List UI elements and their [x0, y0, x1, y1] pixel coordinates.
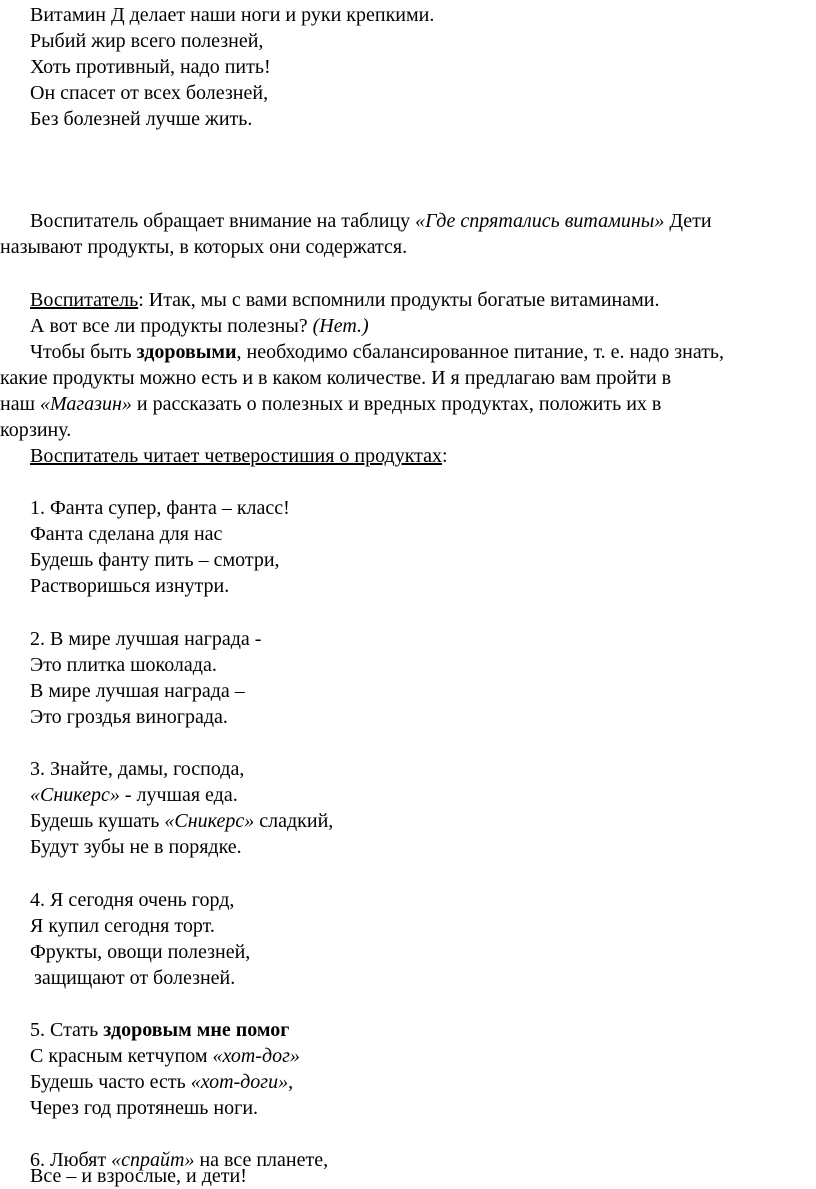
table-title-quote: «Где спрятались витамины»: [415, 210, 665, 232]
verse-6-line-2: Все – и взрослые, и дети!: [30, 1165, 247, 1187]
paragraph-table-text-end: Дети: [664, 210, 712, 232]
verse-5-line-3-a: Будешь часто есть: [30, 1071, 191, 1093]
paragraph-teacher-line-2: [30, 313, 369, 339]
verse-2-line-3: В мире лучшая награда –: [30, 680, 245, 702]
health-line3-b: и рассказать о полезных и вредных продуктах, положить их в: [131, 393, 662, 415]
verse-6-line-1-b: на все планете,: [194, 1149, 329, 1171]
verse-2-line-1: 2. В мире лучшая награда -: [30, 628, 262, 650]
verse-2-line-2: Это плитка шоколада.: [30, 654, 217, 676]
verse-5-line-4: Через год протянешь ноги.: [30, 1097, 259, 1119]
verse-3-line-2: [30, 782, 238, 808]
verse-5-line-1-a: 5. Стать: [30, 1019, 104, 1041]
verse-4-line-3: Фрукты, овощи полезней,: [30, 941, 251, 963]
verse-3-line-4: Будут зубы не в порядке.: [30, 836, 242, 858]
speaker-label: Воспитатель: [30, 289, 139, 311]
verse-3-line-2-rest: - лучшая еда.: [119, 784, 238, 806]
health-text-a: Чтобы быть: [30, 341, 137, 363]
question-text: А вот все ли продукты полезны?: [30, 315, 313, 337]
verse-5-line-3: [30, 1069, 293, 1095]
reads-verses-colon: :: [442, 445, 448, 467]
paragraph-reads-verses: [30, 443, 448, 469]
poem-intro-line-4: Он спасет от всех болезней,: [30, 82, 269, 104]
paragraph-table-text: Воспитатель обращает внимание на таблицу: [30, 210, 416, 232]
hotdogs-quote: «хот-доги»: [190, 1071, 289, 1093]
snickers-quote-2: «Сникерс»: [164, 810, 255, 832]
snickers-quote: «Сникерс»: [30, 784, 120, 806]
verse-3-line-3-a: Будешь кушать: [30, 810, 165, 832]
verse-6-line-1-a: 6. Любят: [30, 1149, 112, 1171]
verse-3-line-1: 3. Знайте, дамы, господа,: [30, 758, 245, 780]
poem-intro-line-1: Витамин Д делает наши ноги и руки крепкими.: [30, 4, 435, 26]
verse-4-line-1: 4. Я сегодня очень горд,: [30, 889, 235, 911]
health-text-b: , необходимо сбалансированное питание, т. е. надо знать,: [236, 341, 725, 363]
answer-text: (Нет.): [312, 315, 369, 337]
verse-1-line-1: 1. Фанта супер, фанта – класс!: [30, 497, 290, 519]
paragraph-table-line-1: [30, 208, 712, 234]
reads-verses-underlined: Воспитатель читает четверостишия о продуктах: [30, 445, 443, 467]
verse-1-line-4: Растворишься изнутри.: [30, 575, 230, 597]
verse-1-line-3: Будешь фанту пить – смотри,: [30, 549, 280, 571]
verse-5-line-1: [30, 1017, 289, 1043]
health-line3-a: наш: [0, 393, 40, 415]
sprite-quote: «спрайт»: [111, 1149, 195, 1171]
hotdog-quote: «хот-дог»: [212, 1045, 300, 1067]
shop-quote: «Магазин»: [39, 393, 132, 415]
paragraph-health-line-2: какие продукты можно есть и в каком количестве. И я предлагаю вам пройти в: [0, 367, 672, 389]
verse-5-line-2-a: С красным кетчупом: [30, 1045, 213, 1067]
verse-1-line-2: Фанта сделана для нас: [30, 523, 223, 545]
verse-3-line-3: [30, 808, 333, 834]
verse-2-line-4: Это гроздья винограда.: [30, 706, 228, 728]
paragraph-health-line-1: [30, 339, 724, 365]
verse-5-line-2: [30, 1043, 300, 1069]
speaker-text: : Итак, мы с вами вспомнили продукты богатые витаминами.: [138, 289, 660, 311]
poem-intro-line-5: Без болезней лучше жить.: [30, 108, 253, 130]
verse-3-line-3-b: сладкий,: [254, 810, 334, 832]
verse-4-line-4: защищают от болезней.: [34, 967, 236, 989]
verse-5-bold: здоровым мне помог: [103, 1019, 290, 1041]
paragraph-table-line-2: называют продукты, в которых они содержатся.: [0, 236, 408, 258]
verse-5-line-3-b: ,: [288, 1071, 294, 1093]
health-bold-word: здоровыми: [136, 341, 237, 363]
paragraph-health-line-4: корзину.: [0, 419, 72, 441]
verse-4-line-2: Я купил сегодня торт.: [30, 915, 215, 937]
paragraph-health-line-3: [0, 391, 661, 417]
poem-intro-line-3: Хоть противный, надо пить!: [30, 56, 271, 78]
paragraph-teacher-line-1: [30, 287, 659, 313]
poem-intro-line-2: Рыбий жир всего полезней,: [30, 30, 264, 52]
